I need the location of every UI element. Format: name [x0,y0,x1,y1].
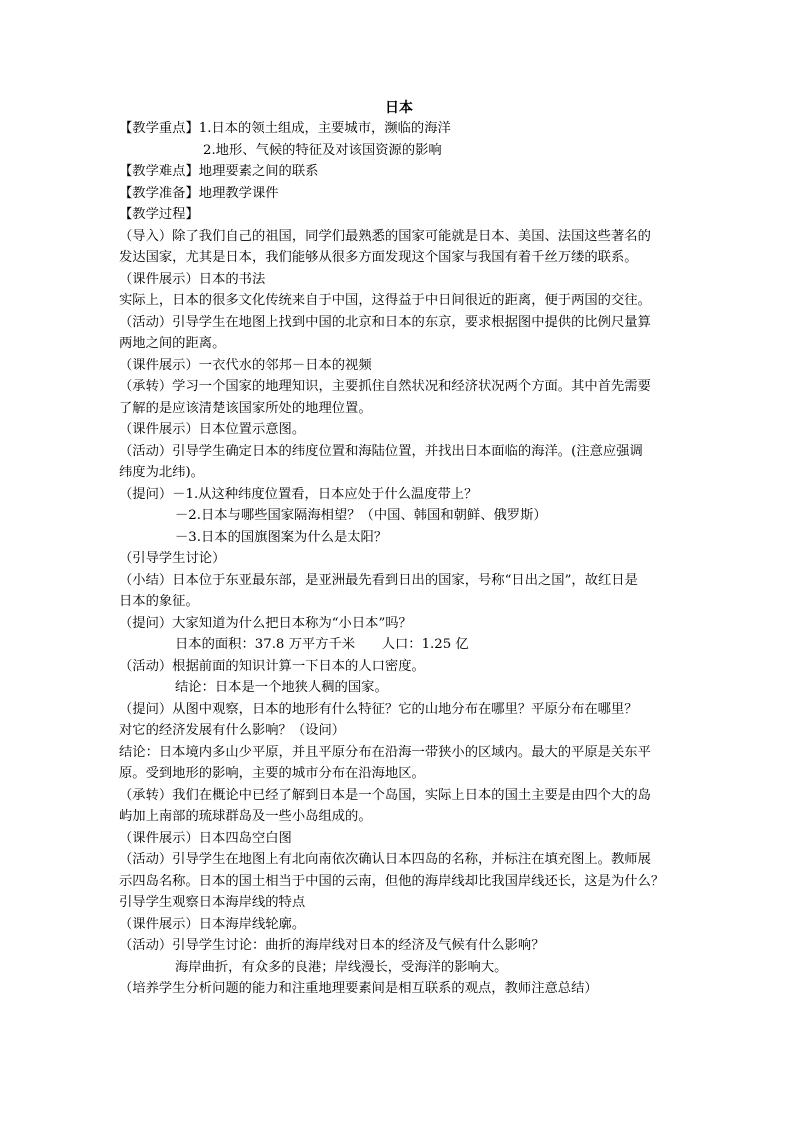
text-line: 2.地形、气候的特征及对该国资源的影响 [203,142,442,158]
text-line: 两地之间的距离。 [119,336,226,351]
text-line: （提问）从图中观察，日本的地形有什么特征？它的山地分布在哪里？平原分布在哪里？ [119,701,638,717]
text-line: 对它的经济发展有什么影响？（设问） [119,723,346,738]
text-line: （导入）除了我们自己的祖国，同学们最熟悉的国家可能就是日本、美国、法国这些著名的 [119,228,651,244]
text-line: 引导学生观察日本海岸线的特点 [119,895,306,910]
text-line: （课件展示）日本的书法 [119,271,266,287]
text-line: （课件展示）日本位置示意图。 [119,422,306,437]
text-line: 日本的象征。 [119,594,199,609]
text-line: （承转）学习一个国家的地理知识，主要抓住自然状况和经济状况两个方面。其中首先需要 [119,379,651,394]
text-line: （活动）引导学生在地图上找到中国的北京和日本的东京，要求根据图中提供的比例尺量算 [119,314,651,330]
text-line: （培养学生分析问题的能力和注重地理要素间是相互联系的观点，教师注意总结） [119,981,598,996]
text-line: （承转）我们在概论中已经了解到日本是一个岛国，实际上日本的国土主要是由四个大的岛 [119,787,651,803]
text-line: 日本的面积：37.8 万平方千米 人口：1.25 亿 [175,637,469,652]
text-line: （活动）引导学生讨论：曲折的海岸线对日本的经济及气候有什么影响？ [119,938,545,953]
text-line: 海岸曲折，有众多的良港；岸线漫长，受海洋的影响大。 [175,959,508,975]
text-line: 实际上，日本的很多文化传统来自于中国，这得益于中日间很近的距离，便于两国的交往。 [119,293,651,308]
text-line: 【教学准备】地理教学课件 [119,185,279,201]
text-line: 结论：日本境内多山少平原，并且平原分布在沿海一带狭小的区域内。最大的平原是关东平 [119,744,651,760]
text-line: －3.日本的国旗图案为什么是太阳？ [175,529,388,545]
text-line: 【教学重点】1.日本的领土组成，主要城市，濒临的海洋 [119,121,451,136]
text-line: 了解的是应该清楚该国家所处的地理位置。 [119,400,372,416]
text-line: 结论：日本是一个地狭人稠的国家。 [175,680,388,695]
text-line: －2.日本与哪些国家隔海相望？（中国、韩国和朝鲜、俄罗斯） [175,508,547,523]
text-line: 原。受到地形的影响，主要的城市分布在沿海地区。 [119,766,425,781]
text-line: 屿加上南部的琉球群岛及一些小岛组成的。 [119,809,372,824]
document-title: 日本 [385,100,413,116]
text-line: （活动）引导学生确定日本的纬度位置和海陆位置，并找出日本面临的海洋。(注意应强调 [119,443,643,459]
text-line: 【教学过程】 [119,207,199,222]
text-line: （小结）日本位于东亚最东部，是亚洲最先看到日出的国家，号称“日出之国”，故红日是 [119,572,638,588]
text-line: （课件展示）一衣代水的邻邦－日本的视频 [119,357,372,373]
text-line: 示四岛名称。日本的国土相当于中国的云南，但他的海岸线却比我国岸线还长，这是为什么？ [119,873,665,889]
document-page [119,98,679,1000]
text-line: 纬度为北纬)。 [119,465,204,480]
text-line: （提问）－1.从这种纬度位置看，日本应处于什么温度带上？ [119,486,478,502]
text-line: （活动）根据前面的知识计算一下日本的人口密度。 [119,658,425,674]
text-line: 发达国家，尤其是日本，我们能够从很多方面发现这个国家与我国有着千丝万缕的联系。 [119,250,638,265]
text-line: （提问）大家知道为什么把日本称为“小日本”吗？ [119,615,412,631]
text-line: （课件展示）日本四岛空白图 [119,830,292,846]
text-line: 【教学难点】地理要素之间的联系 [119,164,319,179]
text-line: （活动）引导学生在地图上有北向南依次确认日本四岛的名称，并标注在填充图上。教师展 [119,852,651,867]
text-line: （引导学生讨论） [119,551,226,566]
text-line: （课件展示）日本海岸线轮廓。 [119,916,306,932]
